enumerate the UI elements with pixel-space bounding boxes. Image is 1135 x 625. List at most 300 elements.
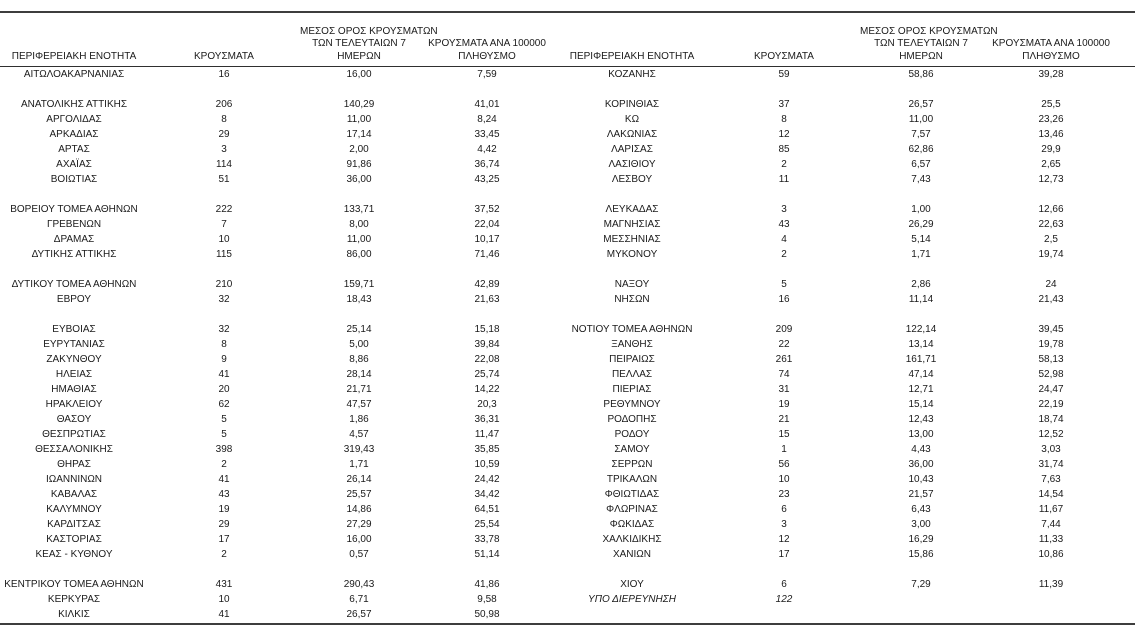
per100k-cell: 24 bbox=[1045, 279, 1057, 290]
table-header bbox=[0, 12, 1135, 67]
per100k-cell: 35,85 bbox=[474, 444, 500, 455]
avg7-cell: 10,43 bbox=[908, 474, 934, 485]
avg7-cell: 140,29 bbox=[343, 99, 375, 110]
cases-cell: 32 bbox=[218, 324, 230, 335]
avg7-cell: 21,57 bbox=[908, 489, 934, 500]
cases-cell: 41 bbox=[218, 369, 230, 380]
region-name-cell: ΓΡΕΒΕΝΩΝ bbox=[46, 219, 102, 230]
avg7-cell: 12,71 bbox=[908, 384, 934, 395]
spacer-cell bbox=[1120, 67, 1135, 83]
spacer-cell bbox=[1120, 217, 1135, 232]
cases-cell: 17 bbox=[218, 534, 230, 545]
avg7-cell: 25,14 bbox=[346, 324, 372, 335]
region-name-cell: ΣΑΜΟΥ bbox=[614, 444, 650, 455]
spacer-cell bbox=[1120, 592, 1135, 607]
cases-cell bbox=[708, 307, 860, 322]
table-row bbox=[0, 517, 1135, 532]
column-header-avg7-line1: ΜΕΣΟΣ ΟΡΟΣ ΚΡΟΥΣΜΑΤΩΝ bbox=[860, 25, 998, 37]
cases-by-regional-unit-table bbox=[0, 11, 1135, 622]
cases-cell bbox=[148, 307, 300, 322]
avg7-cell: 12,43 bbox=[908, 414, 934, 425]
spacer-cell bbox=[1120, 472, 1135, 487]
cases-cell: 8 bbox=[221, 339, 227, 350]
per100k-cell bbox=[418, 307, 556, 322]
region-name-cell: ΧΙΟΥ bbox=[620, 579, 644, 590]
region-name-cell bbox=[556, 307, 708, 322]
cases-cell: 12 bbox=[778, 534, 790, 545]
per100k-cell bbox=[982, 82, 1120, 97]
table-row bbox=[0, 142, 1135, 157]
region-name-cell: ΥΠΟ ΔΙΕΡΕΥΝΗΣΗ bbox=[588, 594, 676, 605]
avg7-cell: 36,00 bbox=[908, 459, 934, 470]
per100k-cell bbox=[982, 262, 1120, 277]
avg7-cell: 4,43 bbox=[911, 444, 931, 455]
region-name-cell: ΠΕΙΡΑΙΩΣ bbox=[609, 354, 655, 365]
table-row bbox=[0, 97, 1135, 112]
cases-cell: 23 bbox=[778, 489, 790, 500]
spacer-row bbox=[0, 307, 1135, 322]
region-name-cell: ΔΥΤΙΚΟΥ ΤΟΜΕΑ ΑΘΗΝΩΝ bbox=[11, 279, 137, 290]
spacer-cell bbox=[1120, 517, 1135, 532]
region-name-cell: ΜΕΣΣΗΝΙΑΣ bbox=[603, 234, 661, 245]
region-name-cell: ΒΟΡΕΙΟΥ ΤΟΜΕΑ ΑΘΗΝΩΝ bbox=[10, 204, 138, 215]
column-header-avg7-line3: ΗΜΕΡΩΝ bbox=[899, 50, 943, 62]
per100k-cell: 18,74 bbox=[1038, 414, 1064, 425]
avg7-cell: 3,00 bbox=[911, 519, 931, 530]
avg7-cell: 26,57 bbox=[908, 99, 934, 110]
per100k-cell: 10,17 bbox=[474, 234, 500, 245]
per100k-cell: 2,65 bbox=[1041, 159, 1061, 170]
region-name-cell: ΦΩΚΙΔΑΣ bbox=[609, 519, 655, 530]
cases-cell: 206 bbox=[215, 99, 233, 110]
column-header-avg7-line2: ΤΩΝ ΤΕΛΕΥΤΑΙΩΝ 7 bbox=[874, 38, 968, 49]
per100k-cell: 41,86 bbox=[474, 579, 500, 590]
region-name-cell: ΧΑΛΚΙΔΙΚΗΣ bbox=[602, 534, 662, 545]
spacer-cell bbox=[1120, 277, 1135, 292]
per100k-cell bbox=[418, 82, 556, 97]
cases-cell: 2 bbox=[781, 249, 787, 260]
avg7-cell bbox=[860, 592, 982, 607]
per100k-cell: 13,46 bbox=[1038, 129, 1064, 140]
column-header-per100k-right bbox=[982, 12, 1120, 67]
cases-cell: 15 bbox=[778, 429, 790, 440]
per100k-cell: 42,89 bbox=[474, 279, 500, 290]
per100k-cell: 12,66 bbox=[1038, 204, 1064, 215]
per100k-cell: 11,33 bbox=[1038, 534, 1064, 545]
cases-cell: 9 bbox=[221, 354, 227, 365]
cases-cell: 1 bbox=[781, 444, 787, 455]
cases-cell: 32 bbox=[218, 294, 230, 305]
cases-cell: 222 bbox=[215, 204, 233, 215]
region-name-cell: ΜΥΚΟΝΟΥ bbox=[606, 249, 658, 260]
table-row bbox=[0, 172, 1135, 187]
region-name-cell: ΝΗΣΩΝ bbox=[614, 294, 650, 305]
region-name-cell: ΡΕΘΥΜΝΟΥ bbox=[603, 399, 661, 410]
per100k-cell bbox=[982, 592, 1120, 607]
cases-cell bbox=[708, 262, 860, 277]
cases-cell: 8 bbox=[221, 114, 227, 125]
avg7-cell: 11,00 bbox=[346, 114, 372, 125]
header-row bbox=[0, 12, 1135, 67]
cases-cell: 22 bbox=[778, 339, 790, 350]
per100k-cell bbox=[418, 562, 556, 577]
per100k-cell: 19,74 bbox=[1038, 249, 1064, 260]
avg7-cell: 133,71 bbox=[343, 204, 375, 215]
cases-cell: 56 bbox=[778, 459, 790, 470]
table-row bbox=[0, 67, 1135, 83]
per100k-cell: 24,42 bbox=[474, 474, 500, 485]
table-row bbox=[0, 427, 1135, 442]
cases-cell bbox=[148, 82, 300, 97]
per100k-cell: 24,47 bbox=[1038, 384, 1064, 395]
avg7-cell bbox=[860, 307, 982, 322]
table-row bbox=[0, 112, 1135, 127]
per100k-cell: 11,67 bbox=[1038, 504, 1064, 515]
per100k-cell: 25,54 bbox=[474, 519, 500, 530]
per100k-cell: 29,9 bbox=[1041, 144, 1061, 155]
spacer-cell bbox=[1120, 187, 1135, 202]
cases-cell: 3 bbox=[221, 144, 227, 155]
cases-cell: 12 bbox=[778, 129, 790, 140]
table-row bbox=[0, 157, 1135, 172]
avg7-cell: 16,00 bbox=[346, 69, 372, 80]
cases-cell: 210 bbox=[215, 279, 233, 290]
avg7-cell: 11,00 bbox=[908, 114, 934, 125]
column-header-cases-left: ΚΡΟΥΣΜΑΤΑ bbox=[148, 12, 300, 67]
per100k-cell bbox=[982, 562, 1120, 577]
cases-cell bbox=[708, 187, 860, 202]
region-name-cell: ΛΕΥΚΑΔΑΣ bbox=[605, 204, 659, 215]
region-name-cell: ΑΧΑΪΑΣ bbox=[56, 159, 92, 170]
cases-cell: 21 bbox=[778, 414, 790, 425]
avg7-cell bbox=[860, 187, 982, 202]
avg7-cell: 1,00 bbox=[911, 204, 931, 215]
avg7-cell: 16,29 bbox=[908, 534, 934, 545]
region-name-cell: ΛΑΚΩΝΙΑΣ bbox=[606, 129, 658, 140]
avg7-cell: 1,71 bbox=[911, 249, 931, 260]
table-row bbox=[0, 472, 1135, 487]
spacer-cell bbox=[1120, 607, 1135, 622]
region-name-cell: ΔΡΑΜΑΣ bbox=[53, 234, 95, 245]
table-row bbox=[0, 412, 1135, 427]
table-row bbox=[0, 352, 1135, 367]
cases-cell: 37 bbox=[778, 99, 790, 110]
region-name-cell bbox=[556, 82, 708, 97]
avg7-cell: 7,43 bbox=[911, 174, 931, 185]
region-name-cell: ΠΙΕΡΙΑΣ bbox=[612, 384, 652, 395]
per100k-cell bbox=[982, 187, 1120, 202]
table-row bbox=[0, 502, 1135, 517]
region-name-cell: ΣΕΡΡΩΝ bbox=[611, 459, 653, 470]
per100k-cell bbox=[982, 607, 1120, 622]
avg7-cell: 91,86 bbox=[346, 159, 372, 170]
per100k-cell: 64,51 bbox=[474, 504, 500, 515]
region-name-cell: ΛΕΣΒΟΥ bbox=[611, 174, 653, 185]
region-name-cell: ΜΑΓΝΗΣΙΑΣ bbox=[603, 219, 661, 230]
region-name-cell bbox=[0, 82, 148, 97]
cases-cell: 20 bbox=[218, 384, 230, 395]
region-name-cell: ΕΥΒΟΙΑΣ bbox=[52, 324, 96, 335]
per100k-cell: 39,45 bbox=[1038, 324, 1064, 335]
region-name-cell: ΚΑΒΑΛΑΣ bbox=[50, 489, 98, 500]
per100k-cell: 31,74 bbox=[1038, 459, 1064, 470]
region-name-cell: ΠΕΛΛΑΣ bbox=[611, 369, 653, 380]
avg7-cell: 0,57 bbox=[349, 549, 369, 560]
table-row bbox=[0, 127, 1135, 142]
spacer-cell bbox=[1120, 547, 1135, 562]
spacer-cell bbox=[1120, 172, 1135, 187]
spacer-cell bbox=[1120, 412, 1135, 427]
region-name-cell: ΘΑΣΟΥ bbox=[56, 414, 92, 425]
region-name-cell: ΚΕΡΚΥΡΑΣ bbox=[47, 594, 101, 605]
table-row bbox=[0, 547, 1135, 562]
cases-cell: 59 bbox=[778, 69, 790, 80]
cases-cell: 431 bbox=[215, 579, 233, 590]
per100k-cell: 10,59 bbox=[474, 459, 500, 470]
per100k-cell: 4,42 bbox=[477, 144, 497, 155]
spacer-row bbox=[0, 562, 1135, 577]
avg7-cell: 8,00 bbox=[349, 219, 369, 230]
region-name-cell: ΕΒΡΟΥ bbox=[56, 294, 92, 305]
per100k-cell: 25,5 bbox=[1041, 99, 1061, 110]
cases-cell: 41 bbox=[218, 609, 230, 620]
per100k-cell: 36,31 bbox=[474, 414, 500, 425]
cases-cell: 5 bbox=[781, 279, 787, 290]
cases-cell: 10 bbox=[218, 594, 230, 605]
per100k-cell: 7,63 bbox=[1041, 474, 1061, 485]
table-row bbox=[0, 577, 1135, 592]
table-row bbox=[0, 322, 1135, 337]
cases-cell: 10 bbox=[218, 234, 230, 245]
per100k-cell: 15,18 bbox=[474, 324, 500, 335]
column-header-avg7-line2: ΤΩΝ ΤΕΛΕΥΤΑΙΩΝ 7 bbox=[312, 38, 406, 49]
per100k-cell: 12,73 bbox=[1038, 174, 1064, 185]
cases-cell bbox=[148, 562, 300, 577]
table-row bbox=[0, 217, 1135, 232]
spacer-cell bbox=[1120, 367, 1135, 382]
per100k-cell: 52,98 bbox=[1038, 369, 1064, 380]
spacer-cell bbox=[1120, 82, 1135, 97]
region-name-cell: ΑΡΓΟΛΙΔΑΣ bbox=[46, 114, 102, 125]
region-name-cell: ΚΕΝΤΡΙΚΟΥ ΤΟΜΕΑ ΑΘΗΝΩΝ bbox=[4, 579, 144, 590]
region-name-cell: ΝΟΤΙΟΥ ΤΟΜΕΑ ΑΘΗΝΩΝ bbox=[571, 324, 693, 335]
region-name-cell: ΧΑΝΙΩΝ bbox=[612, 549, 652, 560]
per100k-cell: 23,26 bbox=[1038, 114, 1064, 125]
table-row bbox=[0, 367, 1135, 382]
per100k-cell: 43,25 bbox=[474, 174, 500, 185]
region-name-cell bbox=[0, 562, 148, 577]
avg7-cell: 2,86 bbox=[911, 279, 931, 290]
spacer-cell bbox=[1120, 322, 1135, 337]
avg7-cell: 17,14 bbox=[346, 129, 372, 140]
report-page bbox=[0, 11, 1135, 625]
avg7-cell: 7,29 bbox=[911, 579, 931, 590]
cases-cell: 85 bbox=[778, 144, 790, 155]
per100k-cell: 39,84 bbox=[474, 339, 500, 350]
table-row bbox=[0, 247, 1135, 262]
cases-cell: 261 bbox=[775, 354, 793, 365]
per100k-cell: 22,19 bbox=[1038, 399, 1064, 410]
region-name-cell: ΘΗΡΑΣ bbox=[57, 459, 91, 470]
spacer-cell bbox=[1120, 532, 1135, 547]
avg7-cell: 15,86 bbox=[908, 549, 934, 560]
avg7-cell: 6,71 bbox=[349, 594, 369, 605]
avg7-cell: 62,86 bbox=[908, 144, 934, 155]
region-name-cell: ΚΕΑΣ - ΚΥΘΝΟΥ bbox=[35, 549, 113, 560]
cases-cell: 43 bbox=[218, 489, 230, 500]
region-name-cell: ΝΑΞΟΥ bbox=[614, 279, 650, 290]
region-name-cell: ΔΥΤΙΚΗΣ ΑΤΤΙΚΗΣ bbox=[31, 249, 117, 260]
per100k-cell: 7,44 bbox=[1041, 519, 1061, 530]
avg7-cell: 11,14 bbox=[908, 294, 934, 305]
cases-cell: 10 bbox=[778, 474, 790, 485]
per100k-cell: 36,74 bbox=[474, 159, 500, 170]
column-header-per100k-line2: ΠΛΗΘΥΣΜΟ bbox=[1022, 50, 1080, 62]
region-name-cell bbox=[556, 187, 708, 202]
cases-cell: 29 bbox=[218, 519, 230, 530]
avg7-cell bbox=[860, 607, 982, 622]
spacer-cell bbox=[1120, 502, 1135, 517]
region-name-cell: ΚΟΖΑΝΗΣ bbox=[608, 69, 656, 80]
per100k-cell: 22,63 bbox=[1038, 219, 1064, 230]
avg7-cell: 15,14 bbox=[908, 399, 934, 410]
region-name-cell: ΗΡΑΚΛΕΙΟΥ bbox=[45, 399, 103, 410]
per100k-cell: 21,43 bbox=[1038, 294, 1064, 305]
cases-cell: 31 bbox=[778, 384, 790, 395]
spacer-row bbox=[0, 82, 1135, 97]
cases-cell: 4 bbox=[781, 234, 787, 245]
column-header-avg7-line3: ΗΜΕΡΩΝ bbox=[337, 50, 381, 62]
avg7-cell: 36,00 bbox=[346, 174, 372, 185]
avg7-cell: 7,57 bbox=[911, 129, 931, 140]
table-row bbox=[0, 292, 1135, 307]
column-header-spacer bbox=[1120, 12, 1135, 67]
per100k-cell: 8,24 bbox=[477, 114, 497, 125]
cases-cell bbox=[148, 187, 300, 202]
region-name-cell: ΚΙΛΚΙΣ bbox=[58, 609, 90, 620]
region-name-cell: ΡΟΔΟΥ bbox=[614, 429, 650, 440]
per100k-cell: 20,3 bbox=[477, 399, 497, 410]
per100k-cell: 50,98 bbox=[474, 609, 500, 620]
cases-cell: 19 bbox=[218, 504, 230, 515]
region-name-cell bbox=[0, 187, 148, 202]
per100k-cell: 25,74 bbox=[474, 369, 500, 380]
per100k-cell bbox=[982, 307, 1120, 322]
per100k-cell bbox=[418, 187, 556, 202]
spacer-cell bbox=[1120, 142, 1135, 157]
per100k-cell: 21,63 bbox=[474, 294, 500, 305]
column-header-avg7-left bbox=[300, 12, 438, 67]
region-name-cell bbox=[556, 607, 708, 622]
cases-cell: 62 bbox=[218, 399, 230, 410]
avg7-cell bbox=[860, 262, 982, 277]
region-name-cell: ΚΩ bbox=[624, 114, 640, 125]
per100k-cell: 12,52 bbox=[1038, 429, 1064, 440]
per100k-cell: 39,28 bbox=[1038, 69, 1064, 80]
spacer-cell bbox=[1120, 352, 1135, 367]
region-name-cell: ΙΩΑΝΝΙΝΩΝ bbox=[45, 474, 103, 485]
region-name-cell: ΗΜΑΘΙΑΣ bbox=[51, 384, 97, 395]
spacer-cell bbox=[1120, 442, 1135, 457]
avg7-cell: 2,00 bbox=[349, 144, 369, 155]
per100k-cell: 19,78 bbox=[1038, 339, 1064, 350]
region-name-cell: ΛΑΣΙΘΙΟΥ bbox=[608, 159, 656, 170]
column-header-per100k-line1: ΚΡΟΥΣΜΑΤΑ ΑΝΑ 100000 bbox=[992, 38, 1110, 49]
cases-cell: 74 bbox=[778, 369, 790, 380]
region-name-cell: ΑΙΤΩΛΟΑΚΑΡΝΑΝΙΑΣ bbox=[23, 69, 125, 80]
region-name-cell: ΚΟΡΙΝΘΙΑΣ bbox=[604, 99, 660, 110]
spacer-row bbox=[0, 262, 1135, 277]
per100k-cell: 3,03 bbox=[1041, 444, 1061, 455]
per100k-cell: 71,46 bbox=[474, 249, 500, 260]
table-row bbox=[0, 202, 1135, 217]
avg7-cell: 11,00 bbox=[346, 234, 372, 245]
cases-cell: 114 bbox=[216, 159, 232, 170]
per100k-cell: 7,59 bbox=[477, 69, 497, 80]
cases-cell: 2 bbox=[781, 159, 787, 170]
per100k-cell: 10,86 bbox=[1038, 549, 1064, 560]
column-header-per100k-line2: ΠΛΗΘΥΣΜΟ bbox=[458, 50, 516, 62]
spacer-cell bbox=[1120, 577, 1135, 592]
region-name-cell: ΖΑΚΥΝΘΟΥ bbox=[46, 354, 102, 365]
region-name-cell: ΒΟΙΩΤΙΑΣ bbox=[50, 174, 98, 185]
spacer-cell bbox=[1120, 97, 1135, 112]
avg7-cell bbox=[300, 307, 418, 322]
region-name-cell: ΤΡΙΚΑΛΩΝ bbox=[606, 474, 658, 485]
avg7-cell: 18,43 bbox=[346, 294, 372, 305]
avg7-cell: 21,71 bbox=[346, 384, 372, 395]
per100k-cell: 37,52 bbox=[474, 204, 500, 215]
region-name-cell: ΦΛΩΡΙΝΑΣ bbox=[606, 504, 658, 515]
cases-cell: 5 bbox=[221, 414, 227, 425]
per100k-cell: 11,39 bbox=[1038, 579, 1064, 590]
per100k-cell: 11,47 bbox=[474, 429, 500, 440]
table-row bbox=[0, 607, 1135, 622]
region-name-cell: ΕΥΡΥΤΑΝΙΑΣ bbox=[43, 339, 105, 350]
avg7-cell: 47,57 bbox=[346, 399, 372, 410]
table-row bbox=[0, 487, 1135, 502]
region-name-cell: ΚΑΣΤΟΡΙΑΣ bbox=[46, 534, 102, 545]
cases-cell bbox=[148, 262, 300, 277]
per100k-cell: 22,08 bbox=[474, 354, 500, 365]
column-header-region-left: ΠΕΡΙΦΕΡΕΙΑΚΗ ΕΝΟΤΗΤΑ bbox=[0, 12, 148, 67]
region-name-cell bbox=[0, 307, 148, 322]
avg7-cell: 1,86 bbox=[349, 414, 369, 425]
per100k-cell: 14,54 bbox=[1038, 489, 1064, 500]
avg7-cell: 5,14 bbox=[911, 234, 931, 245]
spacer-cell bbox=[1120, 262, 1135, 277]
avg7-cell: 58,86 bbox=[908, 69, 934, 80]
per100k-cell: 34,42 bbox=[474, 489, 500, 500]
avg7-cell: 5,00 bbox=[349, 339, 369, 350]
cases-cell: 17 bbox=[778, 549, 790, 560]
region-name-cell: ΚΑΛΥΜΝΟΥ bbox=[46, 504, 102, 515]
avg7-cell: 28,14 bbox=[346, 369, 372, 380]
region-name-cell: ΑΡΤΑΣ bbox=[58, 144, 90, 155]
spacer-cell bbox=[1120, 157, 1135, 172]
table-body bbox=[0, 67, 1135, 623]
cases-cell: 29 bbox=[218, 129, 230, 140]
per100k-cell: 22,04 bbox=[474, 219, 500, 230]
avg7-cell: 47,14 bbox=[908, 369, 934, 380]
table-row bbox=[0, 442, 1135, 457]
spacer-cell bbox=[1120, 457, 1135, 472]
avg7-cell: 26,14 bbox=[346, 474, 372, 485]
avg7-cell bbox=[300, 187, 418, 202]
avg7-cell: 319,43 bbox=[343, 444, 375, 455]
table-row bbox=[0, 337, 1135, 352]
cases-cell: 115 bbox=[216, 249, 232, 260]
